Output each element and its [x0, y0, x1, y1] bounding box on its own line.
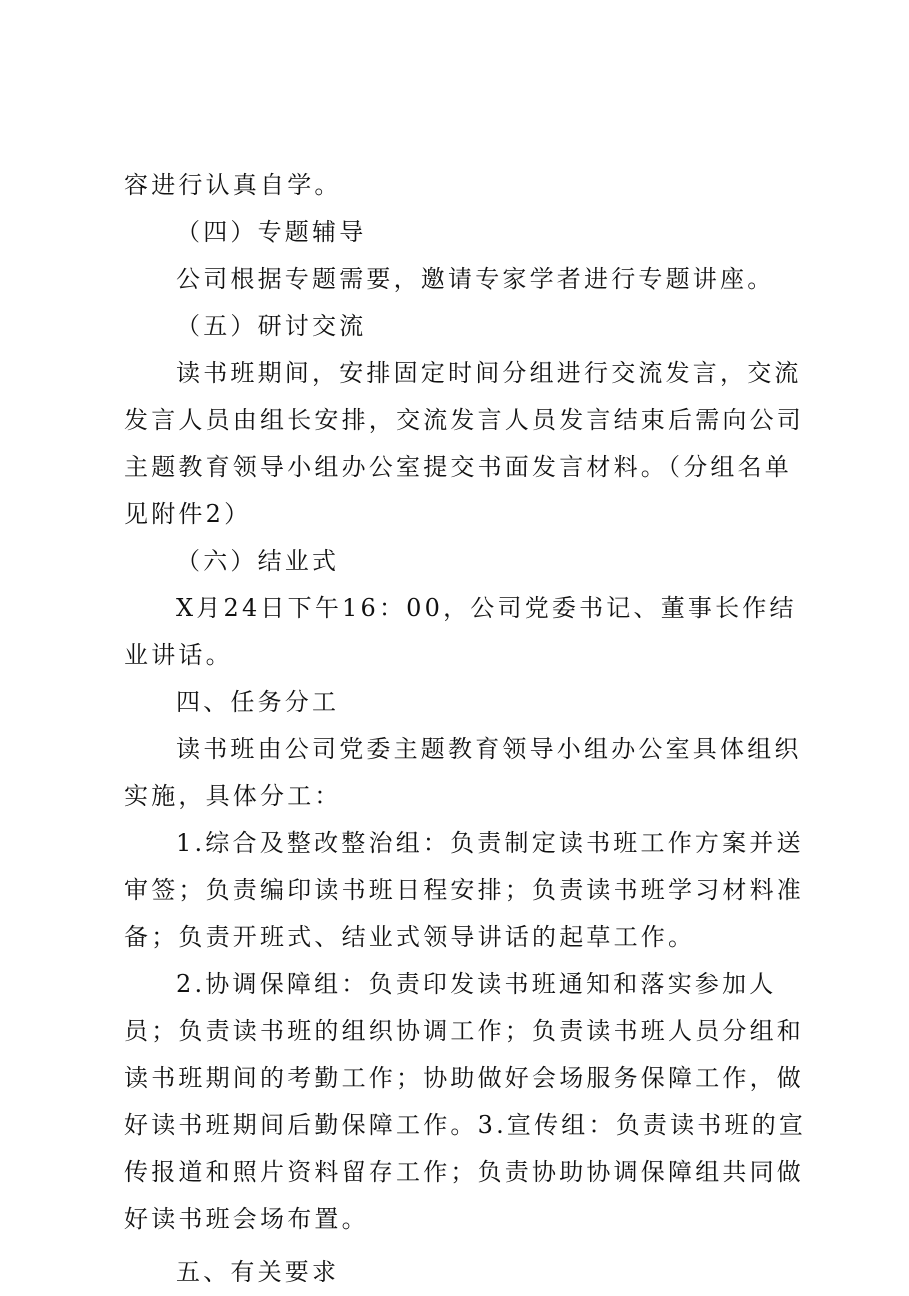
document-page: [124, 162, 814, 1296]
paragraph-task-item-1: 1.综合及整改整治组：负责制定读书班工作方案并送审签；负责编印读书班日程安排；负责读书班学习材料准备；负责开班式、结业式领导讲话的起草工作。: [124, 829, 804, 951]
heading-task-division: 四、任务分工: [176, 688, 340, 716]
paragraph-task-division-intro: 读书班由公司党委主题教育领导小组办公室具体组织实施，具体分工：: [124, 735, 802, 810]
paragraph-closing-ceremony: X月24日下午16：00，公司党委书记、董事长作结业讲话。: [124, 594, 797, 669]
heading-requirements: 五、有关要求: [176, 1258, 340, 1286]
heading-special-tutoring: （四）专题辅导: [176, 218, 367, 246]
paragraph-special-tutoring: 公司根据专题需要，邀请专家学者进行专题讲座。: [176, 265, 775, 293]
heading-closing-ceremony: （六）结业式: [176, 547, 340, 575]
paragraph-discussion: 读书班期间，安排固定时间分组进行交流发言，交流发言人员由组长安排，交流发言人员发言结束后需向公司主题教育领导小组办公室提交书面发言材料。（分组名单见附件2）: [124, 359, 804, 528]
heading-discussion: （五）研讨交流: [176, 312, 367, 340]
paragraph-continuation: 容进行认真自学。: [124, 171, 342, 199]
paragraph-task-item-2-3: 2.协调保障组：负责印发读书班通知和落实参加人员；负责读书班的组织协调工作；负责读书班人员分组和读书班期间的考勤工作；协助做好会场服务保障工作，做好读书班期间后勤保障工作。3.宣传组：负责读书班的宣传报道和照片资料留存工作；负责协助协调保障组共同做好读书班会场布置。: [124, 970, 807, 1233]
